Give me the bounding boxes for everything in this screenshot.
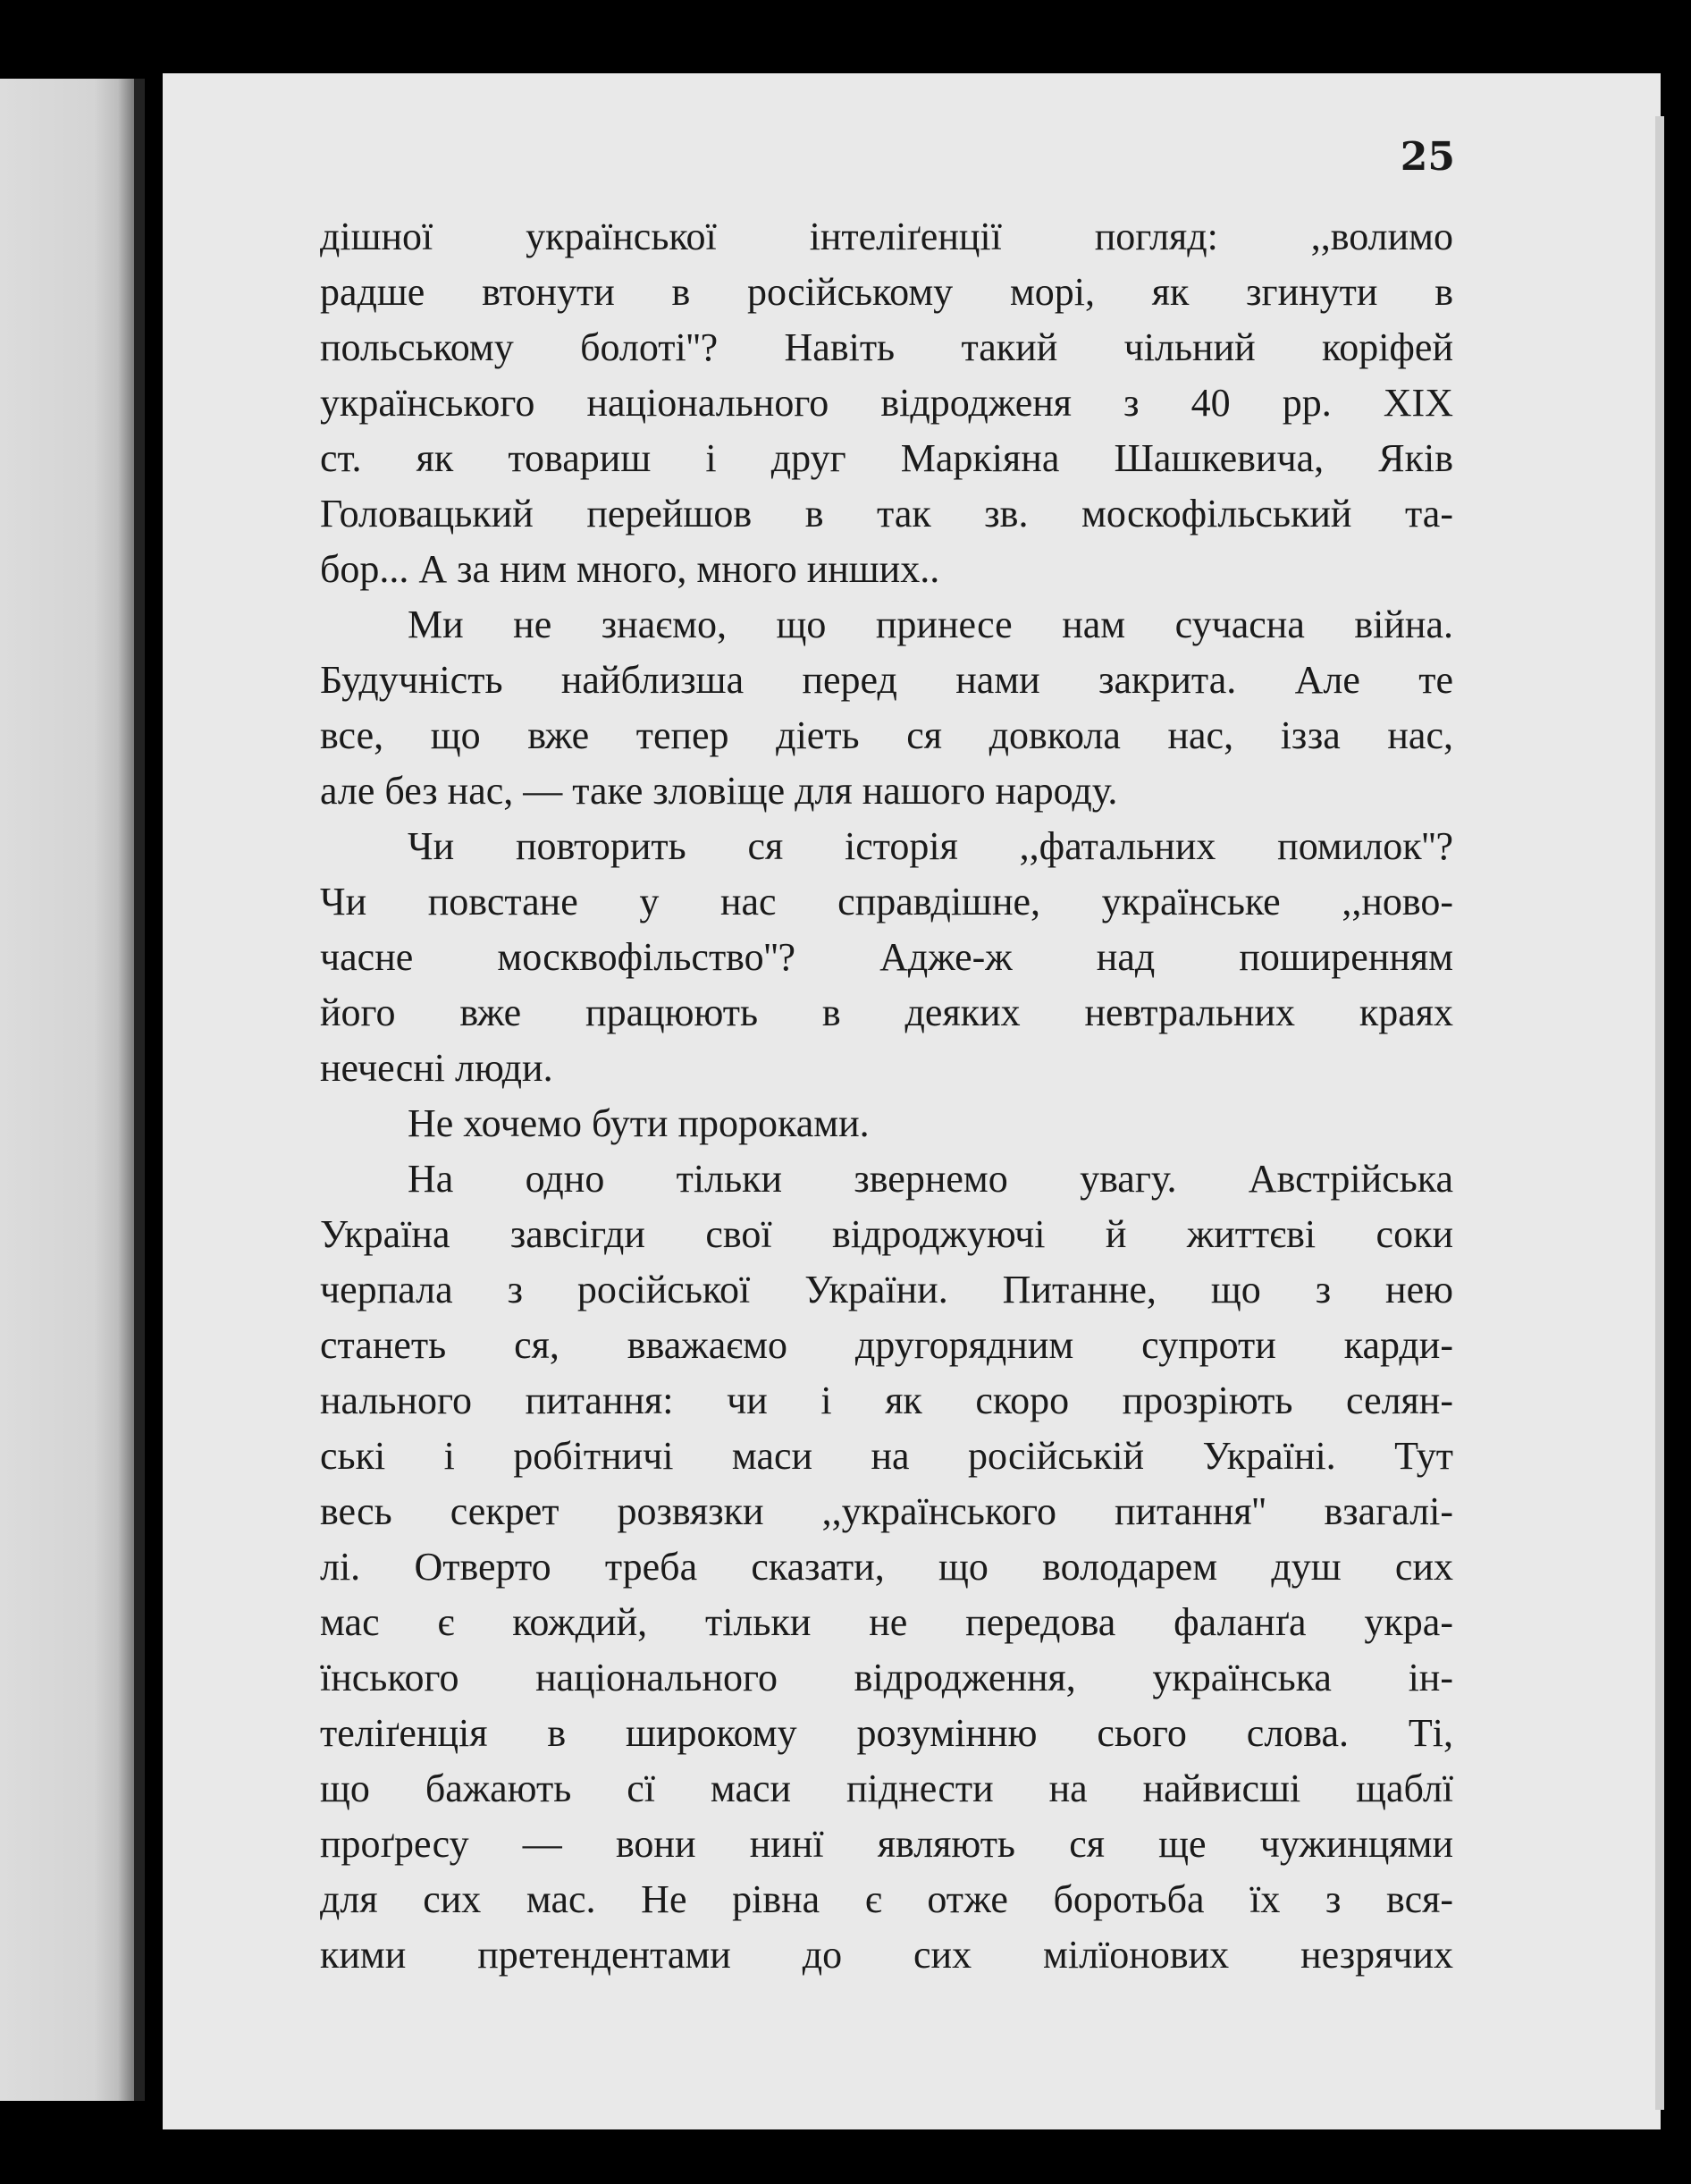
text-line: Будучність найблизша перед нами закрита. Але те: [320, 658, 1453, 702]
text-line: польському болоті''? Навіть такий чільний коріфей: [320, 325, 1453, 369]
page-number: 25: [1400, 134, 1455, 180]
text-line: Чи повторить ся історія ,,фатальних помилок''?: [408, 824, 1453, 868]
body-text: [320, 209, 1453, 1983]
text-line: черпала з російської України. Питанне, що з нею: [320, 1268, 1453, 1311]
text-line: Україна завсігди свої відроджуючі й життєві соки: [320, 1212, 1453, 1256]
text-line: Ми не знаємо, що принесе нам сучасна війна.: [408, 603, 1453, 646]
text-line: бор... А за ним много, много инших..: [320, 547, 940, 591]
text-line: Головацький перейшов в так зв. москофільський та-: [320, 492, 1453, 535]
text-line: проґресу — вони нинї являють ся ще чужинцями: [320, 1822, 1453, 1866]
text-line: мас є кождий, тільки не передова фаланґа укра-: [320, 1600, 1453, 1644]
text-line: Не хочемо бути пророками.: [408, 1101, 870, 1145]
text-line: кими претендентами до сих мілїонових незрячих: [320, 1933, 1453, 1977]
text-line: все, що вже тепер діеть ся довкола нас, ізза нас,: [320, 713, 1453, 757]
text-line: радше втонути в російському морі, як згинути в: [320, 270, 1453, 314]
text-line: теліґенція в широкому розумінню сього слова. Ті,: [320, 1711, 1453, 1755]
text-line: нального питання: чи і як скоро прозріють селян-: [320, 1379, 1453, 1422]
text-line: дішної української інтеліґенції погляд: ,,волимо: [320, 215, 1453, 258]
text-line: станеть ся, вважаємо другорядним супроти карди-: [320, 1323, 1453, 1367]
text-line: На одно тільки звернемо увагу. Австрійська: [408, 1157, 1453, 1201]
text-line: часне москвофільство''? Адже-ж над поширенням: [320, 935, 1453, 979]
text-line: лі. Отверто треба сказати, що володарем душ сих: [320, 1545, 1453, 1589]
book-gutter: [134, 79, 145, 2101]
text-line: Чи повстане у нас справдішне, українське ,,ново-: [320, 880, 1453, 923]
left-page-edge: [0, 79, 134, 2101]
right-page-edge: [1655, 116, 1664, 2110]
text-line: що бажають сї маси піднести на найвисші щаблї: [320, 1767, 1453, 1810]
text-line: ські і робітничі маси на російській Україні. Тут: [320, 1434, 1453, 1478]
text-line: весь секрет розвязки ,,українського питання'' взагалі-: [320, 1489, 1453, 1533]
text-line: для сих мас. Не рівна є отже боротьба їх з вся-: [320, 1877, 1453, 1921]
text-line: але без нас, — таке зловіще для нашого народу.: [320, 769, 1118, 813]
text-line: їнського національного відродження, українська ін-: [320, 1656, 1453, 1699]
text-line: його вже працюють в деяких невтральних краях: [320, 991, 1453, 1034]
text-line: українського національного відродженя з 40 рр. XIX: [320, 381, 1453, 425]
text-line: ст. як товариш і друг Маркіяна Шашкевича, Яків: [320, 436, 1453, 480]
text-line: нечесні люди.: [320, 1046, 553, 1090]
